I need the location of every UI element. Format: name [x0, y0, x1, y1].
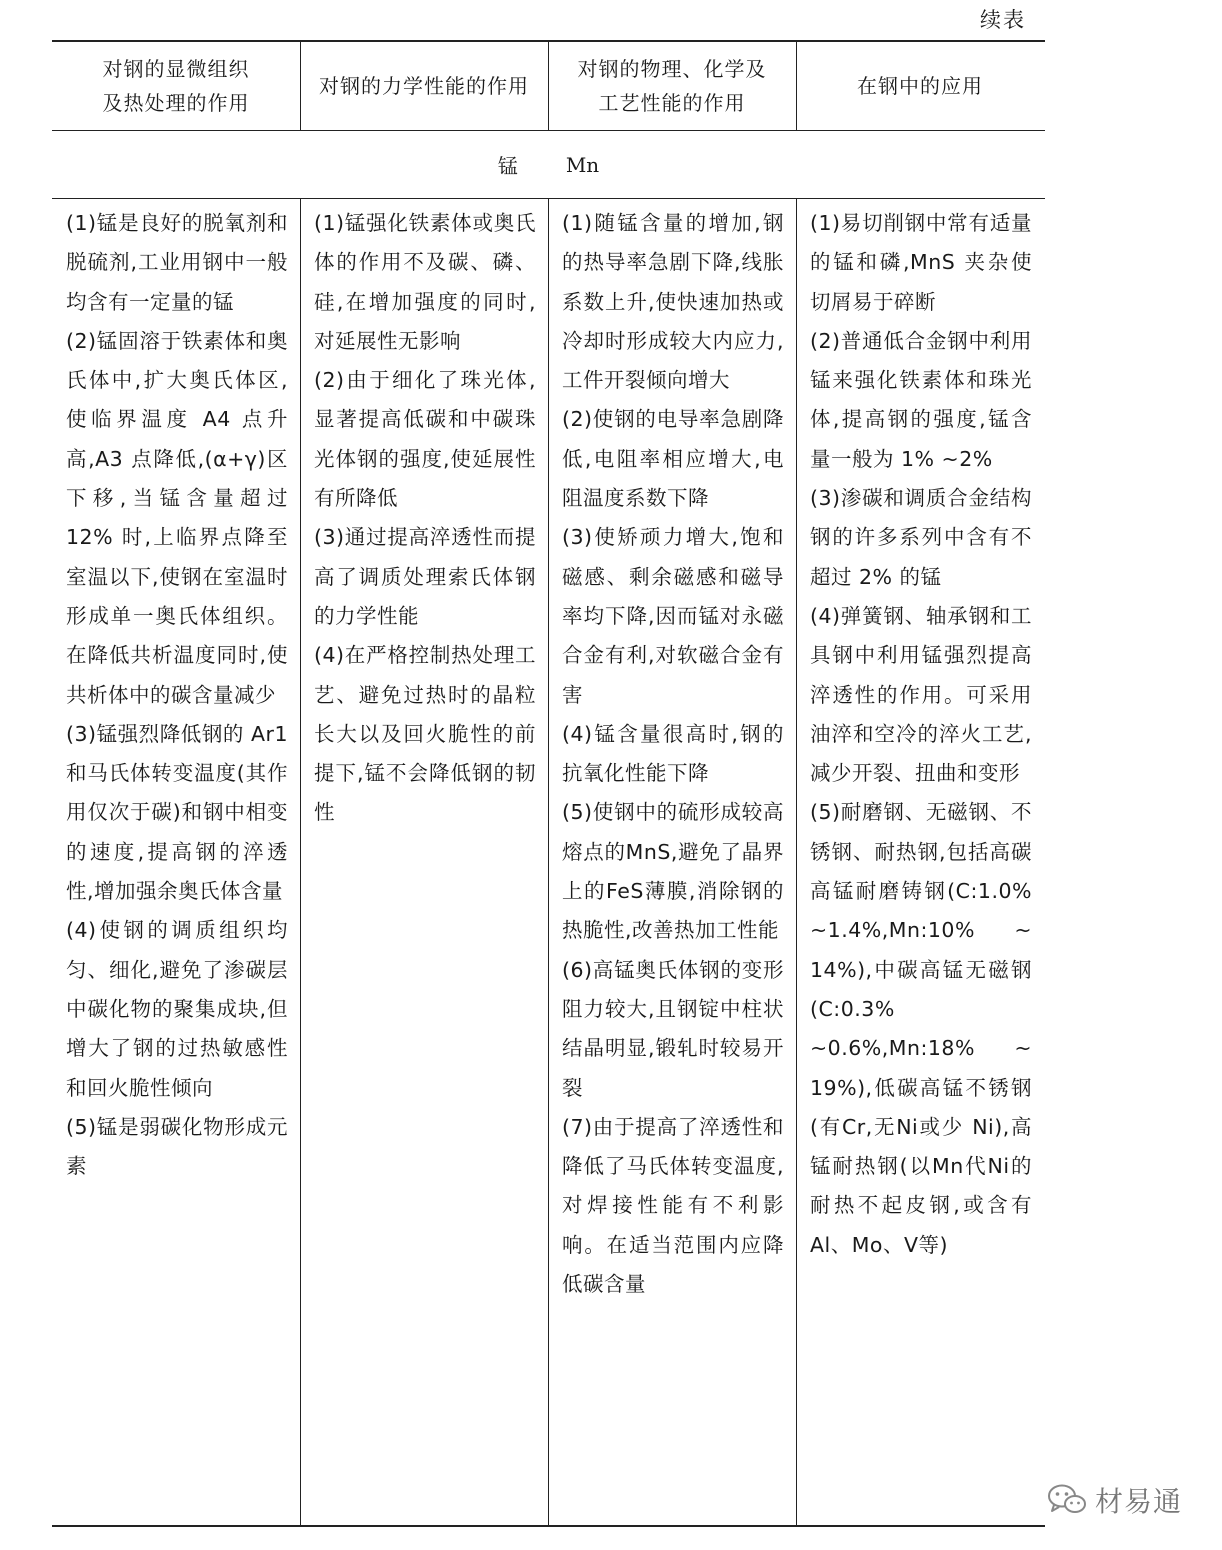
- column-microstructure: [66, 204, 288, 1186]
- list-item: (1)锰强化铁素体或奥氏体的作用不及碳、磷、硅,在增加强度的同时,对延展性无影响: [314, 211, 536, 353]
- element-name: 锰: [497, 154, 518, 178]
- list-item: (3)使矫顽力增大,饱和磁感、剩余磁感和磁导率均下降,因而锰对永磁合金有利,对软磁合金有害: [562, 525, 784, 707]
- list-item: (4)锰含量很高时,钢的抗氧化性能下降: [562, 721, 784, 786]
- watermark: [1047, 1480, 1182, 1520]
- list-item: (1)锰是良好的脱氧剂和脱硫剂,工业用钢中一般均含有一定量的锰: [66, 211, 288, 314]
- element-symbol: Mn: [565, 152, 600, 177]
- list-item: (3)锰强烈降低钢的 Ar1 和马氏体转变温度(其作用仅次于碳)和钢中相变的速度,提高钢的淬透性,增加强余奥氏体含量: [66, 721, 288, 904]
- list-item: (2)由于细化了珠光体,显著提高低碳和中碳珠光体钢的强度,使延展性有所降低: [314, 368, 536, 511]
- column-application: [810, 204, 1032, 1265]
- header-physical-chemical: [548, 42, 796, 130]
- column-divider: [300, 199, 301, 1525]
- header-mechanical-label: 对钢的力学性能的作用: [319, 74, 529, 98]
- header-physical-chemical-label: 对钢的物理、化学及 工艺性能的作用: [577, 57, 767, 115]
- column-physical-chemical: [562, 204, 784, 1304]
- header-application-label: 在钢中的应用: [857, 74, 983, 98]
- list-item: (4)在严格控制热处理工艺、避免过热时的晶粒长大以及回火脆性的前提下,锰不会降低钢的韧性: [314, 643, 536, 825]
- list-item: (2)普通低合金钢中利用锰来强化铁素体和珠光体,提高钢的强度,锰含量一般为 1% ~2%: [810, 328, 1032, 471]
- element-section-title: [52, 131, 1045, 198]
- properties-table: [52, 40, 1045, 1528]
- list-item: (7)由于提高了淬透性和降低了马氏体转变温度,对焊接性能有不利影响。在适当范围内应降低碳含量: [562, 1114, 784, 1297]
- list-item: (2)使钢的电导率急剧降低,电阻率相应增大,电阻温度系数下降: [562, 407, 784, 511]
- table-bottom-rule: [52, 1525, 1045, 1527]
- column-divider: [796, 199, 797, 1525]
- wechat-icon: [1047, 1483, 1087, 1517]
- list-item: (5)使钢中的硫形成较高熔点的MnS,避免了晶界上的FeS薄膜,消除钢的热脆性,改善热加工性能: [562, 800, 784, 943]
- header-application: [796, 42, 1044, 130]
- header-mechanical: [300, 42, 548, 130]
- continued-label: 续表: [980, 8, 1026, 32]
- list-item: (1)易切削钢中常有适量的锰和磷,MnS 夹杂使切屑易于碎断: [810, 211, 1032, 314]
- watermark-text: 材易通: [1094, 1485, 1182, 1518]
- header-microstructure: [52, 42, 300, 130]
- list-item: (6)高锰奥氏体钢的变形阻力较大,且钢锭中柱状结晶明显,锻轧时较易开裂: [562, 957, 784, 1100]
- list-item: (5)耐磨钢、无磁钢、不锈钢、耐热钢,包括高碳高锰耐磨铸钢(C:1.0% ~1.4%,Mn:10% ~ 14%),中碳高锰无磁钢(C:0.3% ~0.6%,Mn:18% ~ 19%),低碳高锰不锈钢(有Cr,无Ni或少 Ni),高锰耐热钢(以Mn代Ni的耐热不起皮钢,或含有 Al、Mo、V等): [810, 800, 1032, 1257]
- list-item: (1)随锰含量的增加,钢的热导率急剧下降,线胀系数上升,使快速加热或冷却时形成较大内应力,工件开裂倾向增大: [562, 211, 784, 393]
- list-item: (4)使钢的调质组织均匀、细化,避免了渗碳层中碳化物的聚集成块,但增大了钢的过热敏感性和回火脆性倾向: [66, 918, 288, 1100]
- list-item: (2)锰固溶于铁素体和奥氏体中,扩大奥氏体区,使临界温度 A4 点升高,A3 点降低,(α+γ)区下移,当锰含量超过 12% 时,上临界点降至室温以下,使钢在室温时形成单一奥氏体组织。在降低共析温度同时,使共析体中的碳含量减少: [66, 328, 288, 707]
- column-mechanical: [314, 204, 536, 833]
- header-microstructure-label: 对钢的显微组织 及热处理的作用: [102, 57, 250, 115]
- column-divider: [548, 199, 549, 1525]
- list-item: (5)锰是弱碳化物形成元素: [66, 1114, 288, 1179]
- list-item: (4)弹簧钢、轴承钢和工具钢中利用锰强烈提高淬透性的作用。可采用油淬和空冷的淬火工艺,减少开裂、扭曲和变形: [810, 603, 1032, 786]
- list-item: (3)渗碳和调质合金结构钢的许多系列中含有不超过 2% 的锰: [810, 486, 1032, 589]
- list-item: (3)通过提高淬透性而提高了调质处理索氏体钢的力学性能: [314, 525, 536, 628]
